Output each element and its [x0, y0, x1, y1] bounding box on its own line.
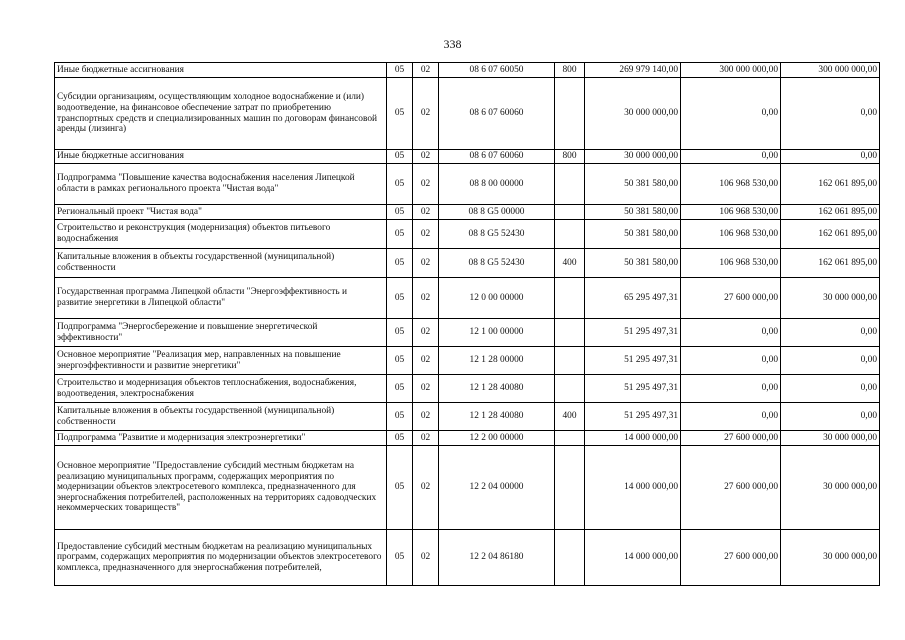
item-name-cell: Государственная программа Липецкой области "Энергоэффективность и развитие энергетики в Липецкой области"	[55, 278, 387, 319]
amount-year1-cell: 30 000 000,00	[585, 78, 681, 150]
target-article-cell: 08 8 00 00000	[439, 164, 555, 205]
section-code-cell: 05	[387, 446, 413, 530]
table-row	[55, 164, 880, 205]
amount-year2-cell: 27 600 000,00	[681, 530, 781, 586]
amount-year3-cell: 162 061 895,00	[781, 164, 880, 205]
subsection-code-cell: 02	[413, 78, 439, 150]
target-article-cell: 08 8 G5 00000	[439, 205, 555, 220]
amount-year2-cell: 106 968 530,00	[681, 220, 781, 249]
subsection-code-cell: 02	[413, 347, 439, 375]
target-article-cell: 12 2 00 00000	[439, 431, 555, 446]
subsection-code-cell: 02	[413, 446, 439, 530]
table-row	[55, 403, 880, 431]
subsection-code-cell: 02	[413, 249, 439, 278]
target-article-cell: 08 8 G5 52430	[439, 249, 555, 278]
subsection-code-cell: 02	[413, 375, 439, 403]
section-code-cell: 05	[387, 319, 413, 347]
amount-year2-cell: 106 968 530,00	[681, 164, 781, 205]
subsection-code-cell: 02	[413, 319, 439, 347]
subsection-code-cell: 02	[413, 403, 439, 431]
expense-type-cell	[555, 78, 585, 150]
target-article-cell: 08 6 07 60060	[439, 78, 555, 150]
target-article-cell: 08 6 07 60050	[439, 63, 555, 78]
amount-year3-cell: 0,00	[781, 347, 880, 375]
item-name-cell: Иные бюджетные ассигнования	[55, 150, 387, 164]
item-name-cell: Подпрограмма "Повышение качества водоснабжения населения Липецкой области в рамках регионального проекта "Чистая вода"	[55, 164, 387, 205]
amount-year2-cell: 106 968 530,00	[681, 205, 781, 220]
amount-year3-cell: 0,00	[781, 403, 880, 431]
page-number: 338	[443, 37, 462, 51]
amount-year1-cell: 51 295 497,31	[585, 403, 681, 431]
amount-year1-cell: 14 000 000,00	[585, 530, 681, 586]
expense-type-cell	[555, 220, 585, 249]
amount-year1-cell: 14 000 000,00	[585, 446, 681, 530]
amount-year3-cell: 0,00	[781, 78, 880, 150]
table-row	[55, 63, 880, 78]
amount-year3-cell: 0,00	[781, 375, 880, 403]
section-code-cell: 05	[387, 220, 413, 249]
table-row	[55, 319, 880, 347]
subsection-code-cell: 02	[413, 164, 439, 205]
amount-year1-cell: 51 295 497,31	[585, 375, 681, 403]
expense-type-cell	[555, 347, 585, 375]
amount-year2-cell: 0,00	[681, 347, 781, 375]
item-name-cell: Капитальные вложения в объекты государственной (муниципальной) собственности	[55, 249, 387, 278]
amount-year2-cell: 0,00	[681, 403, 781, 431]
section-code-cell: 05	[387, 205, 413, 220]
expense-type-cell: 800	[555, 150, 585, 164]
table-row	[55, 205, 880, 220]
amount-year1-cell: 51 295 497,31	[585, 319, 681, 347]
item-name-cell: Подпрограмма "Энергосбережение и повышение энергетической эффективности"	[55, 319, 387, 347]
table-row	[55, 150, 880, 164]
amount-year2-cell: 106 968 530,00	[681, 249, 781, 278]
amount-year3-cell: 30 000 000,00	[781, 278, 880, 319]
section-code-cell: 05	[387, 63, 413, 78]
amount-year3-cell: 162 061 895,00	[781, 249, 880, 278]
amount-year1-cell: 65 295 497,31	[585, 278, 681, 319]
table-row	[55, 530, 880, 586]
section-code-cell: 05	[387, 78, 413, 150]
amount-year1-cell: 50 381 580,00	[585, 220, 681, 249]
table-row	[55, 431, 880, 446]
section-code-cell: 05	[387, 530, 413, 586]
table-row	[55, 446, 880, 530]
amount-year1-cell: 50 381 580,00	[585, 205, 681, 220]
budget-table	[54, 62, 880, 586]
amount-year1-cell: 30 000 000,00	[585, 150, 681, 164]
expense-type-cell: 400	[555, 403, 585, 431]
table-row	[55, 278, 880, 319]
amount-year2-cell: 27 600 000,00	[681, 446, 781, 530]
target-article-cell: 12 1 00 00000	[439, 319, 555, 347]
subsection-code-cell: 02	[413, 530, 439, 586]
subsection-code-cell: 02	[413, 220, 439, 249]
amount-year3-cell: 0,00	[781, 319, 880, 347]
amount-year1-cell: 51 295 497,31	[585, 347, 681, 375]
subsection-code-cell: 02	[413, 278, 439, 319]
amount-year1-cell: 50 381 580,00	[585, 164, 681, 205]
target-article-cell: 08 8 G5 52430	[439, 220, 555, 249]
item-name-cell: Капитальные вложения в объекты государственной (муниципальной) собственности	[55, 403, 387, 431]
item-name-cell: Строительство и модернизация объектов теплоснабжения, водоснабжения, водоотведения, электроснабжения	[55, 375, 387, 403]
target-article-cell: 12 1 28 00000	[439, 347, 555, 375]
target-article-cell: 08 6 07 60060	[439, 150, 555, 164]
item-name-cell: Основное мероприятие "Предоставление субсидий местным бюджетам на реализацию муниципальных программ, содержащих мероприятия по модернизации объектов электросетевого комплекса, предназначенного для энергоснабжения потребителей, расположенных на территориях садоводческих некоммерческих товариществ"	[55, 446, 387, 530]
expense-type-cell: 800	[555, 63, 585, 78]
table-row	[55, 375, 880, 403]
item-name-cell: Субсидии организациям, осуществляющим холодное водоснабжение и (или) водоотведение, на финансовое обеспечение затрат по приобретению транспортных средств и специализированных машин по договорам финансовой аренды (лизинга)	[55, 78, 387, 150]
amount-year3-cell: 162 061 895,00	[781, 205, 880, 220]
expense-type-cell	[555, 446, 585, 530]
item-name-cell: Подпрограмма "Развитие и модернизация электроэнергетики"	[55, 431, 387, 446]
section-code-cell: 05	[387, 164, 413, 205]
expense-type-cell	[555, 205, 585, 220]
target-article-cell: 12 1 28 40080	[439, 403, 555, 431]
expense-type-cell	[555, 375, 585, 403]
amount-year3-cell: 162 061 895,00	[781, 220, 880, 249]
target-article-cell: 12 2 04 86180	[439, 530, 555, 586]
amount-year1-cell: 50 381 580,00	[585, 249, 681, 278]
expense-type-cell	[555, 278, 585, 319]
target-article-cell: 12 0 00 00000	[439, 278, 555, 319]
amount-year1-cell: 269 979 140,00	[585, 63, 681, 78]
subsection-code-cell: 02	[413, 63, 439, 78]
table-row	[55, 347, 880, 375]
amount-year3-cell: 30 000 000,00	[781, 446, 880, 530]
item-name-cell: Региональный проект "Чистая вода"	[55, 205, 387, 220]
amount-year1-cell: 14 000 000,00	[585, 431, 681, 446]
section-code-cell: 05	[387, 431, 413, 446]
section-code-cell: 05	[387, 347, 413, 375]
section-code-cell: 05	[387, 403, 413, 431]
expense-type-cell	[555, 319, 585, 347]
subsection-code-cell: 02	[413, 150, 439, 164]
amount-year2-cell: 27 600 000,00	[681, 431, 781, 446]
item-name-cell: Иные бюджетные ассигнования	[55, 63, 387, 78]
amount-year3-cell: 300 000 000,00	[781, 63, 880, 78]
amount-year2-cell: 0,00	[681, 319, 781, 347]
section-code-cell: 05	[387, 375, 413, 403]
amount-year3-cell: 30 000 000,00	[781, 530, 880, 586]
section-code-cell: 05	[387, 249, 413, 278]
expense-type-cell	[555, 530, 585, 586]
amount-year3-cell: 30 000 000,00	[781, 431, 880, 446]
item-name-cell: Строительство и реконструкция (модернизация) объектов питьевого водоснабжения	[55, 220, 387, 249]
expense-type-cell	[555, 431, 585, 446]
amount-year2-cell: 0,00	[681, 150, 781, 164]
amount-year3-cell: 0,00	[781, 150, 880, 164]
amount-year2-cell: 0,00	[681, 375, 781, 403]
table-row	[55, 78, 880, 150]
amount-year2-cell: 27 600 000,00	[681, 278, 781, 319]
amount-year2-cell: 0,00	[681, 78, 781, 150]
table-row	[55, 220, 880, 249]
expense-type-cell	[555, 164, 585, 205]
item-name-cell: Предоставление субсидий местным бюджетам на реализацию муниципальных программ, содержащих мероприятия по модернизации объектов электросетевого комплекса, предназначенного для энергоснабжения потребителей,	[55, 530, 387, 586]
amount-year2-cell: 300 000 000,00	[681, 63, 781, 78]
target-article-cell: 12 1 28 40080	[439, 375, 555, 403]
target-article-cell: 12 2 04 00000	[439, 446, 555, 530]
item-name-cell: Основное мероприятие "Реализация мер, направленных на повышение энергоэффективности и развитие энергетики"	[55, 347, 387, 375]
section-code-cell: 05	[387, 150, 413, 164]
section-code-cell: 05	[387, 278, 413, 319]
subsection-code-cell: 02	[413, 205, 439, 220]
subsection-code-cell: 02	[413, 431, 439, 446]
table-row	[55, 249, 880, 278]
expense-type-cell: 400	[555, 249, 585, 278]
